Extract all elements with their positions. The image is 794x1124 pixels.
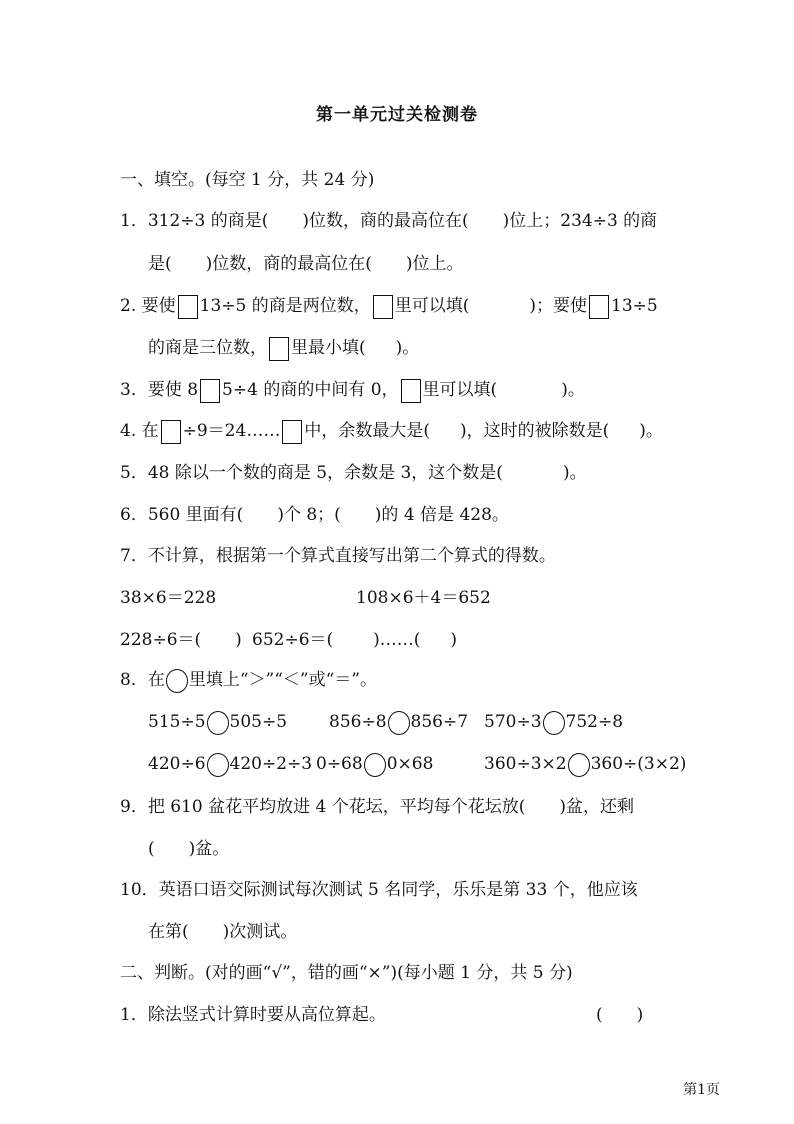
page-title: 第一单元过关检测卷 (316, 105, 478, 125)
compare-circle[interactable] (543, 711, 565, 735)
compare-circle[interactable] (568, 753, 590, 777)
section-1-heading: 一、填空。(每空 1 分，共 24 分) (120, 170, 375, 190)
compare-circle (166, 669, 188, 693)
given-equation-2: 108×6＋4＝652 (356, 588, 491, 608)
comparison-2-3: 360÷3×2 360÷(3×2) (484, 752, 686, 777)
page-number: 第1页 (683, 1082, 720, 1098)
comparison-1-3: 570÷3 752÷8 (484, 710, 623, 735)
judgment-question-1: 1．除法竖式计算时要从高位算起。 (120, 1005, 386, 1025)
question-9-line-2: ( )盆。 (148, 839, 230, 859)
compare-circle[interactable] (207, 753, 229, 777)
comparison-2-2: 0÷68 0×68 (316, 752, 433, 777)
question-1-line-1: 1．312÷3 的商是( )位数，商的最高位在( )位上；234÷3 的商 (120, 211, 658, 231)
question-3: 3．要使 8 5÷4 的商的中间有 0， 里可以填( )。 (120, 378, 585, 403)
question-5: 5．48 除以一个数的商是 5，余数是 3，这个数是( )。 (120, 463, 587, 483)
question-4: 4. 在 ÷9＝24…… 中，余数最大是( )，这时的被除数是( )。 (120, 419, 663, 444)
question-2-line-1: 2. 要使 13÷5 的商是两位数， 里可以填( )；要使 13÷5 (120, 294, 658, 319)
comparison-1-1: 515÷5 505÷5 (148, 710, 287, 735)
answer-box[interactable] (373, 295, 393, 319)
answer-box[interactable] (161, 420, 181, 444)
section-2-heading: 二、判断。(对的画“√”，错的画“×”)(每小题 1 分，共 5 分) (120, 963, 573, 983)
question-8: 8．在 里填上“＞”“＜”或“＝”。 (120, 668, 377, 693)
derived-equation-2: 652÷6＝( )……( ) (252, 630, 458, 650)
answer-box[interactable] (178, 295, 198, 319)
answer-box[interactable] (401, 379, 421, 403)
compare-circle[interactable] (364, 753, 386, 777)
given-equation-1: 38×6＝228 (120, 588, 217, 608)
answer-box[interactable] (589, 295, 609, 319)
question-1-line-2: 是( )位数，商的最高位在( )位上。 (148, 254, 464, 274)
question-9-line-1: 9．把 610 盆花平均放进 4 个花坛，平均每个花坛放( )盆，还剩 (120, 797, 634, 817)
question-10-line-1: 10．英语口语交际测试每次测试 5 名同学，乐乐是第 33 个，他应该 (120, 880, 638, 900)
compare-circle[interactable] (207, 711, 229, 735)
question-7: 7．不计算，根据第一个算式直接写出第二个算式的得数。 (120, 546, 556, 566)
compare-circle[interactable] (388, 711, 410, 735)
comparison-2-1: 420÷6 420÷2÷3 (148, 752, 312, 777)
comparison-1-2: 856÷8 856÷7 (329, 710, 468, 735)
answer-box[interactable] (282, 420, 302, 444)
judgment-answer-parens[interactable]: ( ) (596, 1005, 644, 1025)
answer-box[interactable] (269, 337, 289, 361)
question-10-line-2: 在第( )次测试。 (148, 922, 298, 942)
question-2-line-2: 的商是三位数， 里最小填( )。 (148, 336, 419, 361)
answer-box[interactable] (200, 379, 220, 403)
derived-equation-1: 228÷6＝( ) (120, 630, 242, 650)
question-6: 6．560 里面有( )个 8；( )的 4 倍是 428。 (120, 505, 509, 525)
